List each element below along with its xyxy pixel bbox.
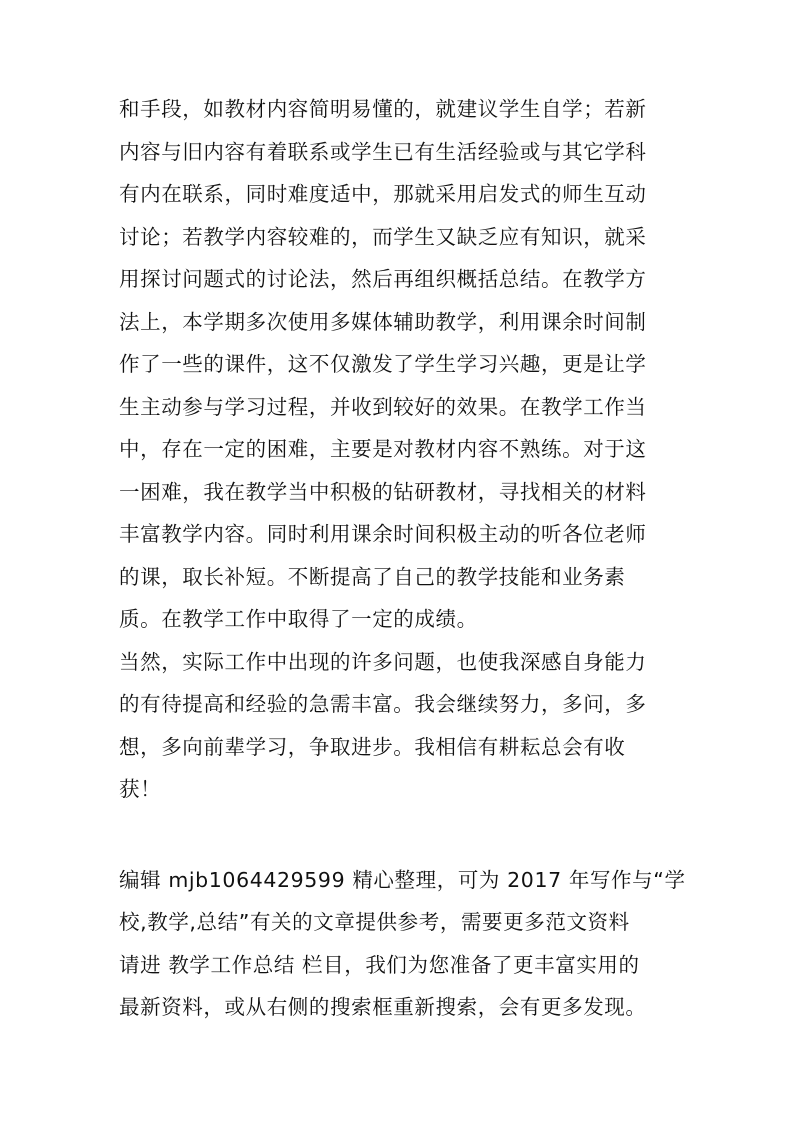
- text-line: 用探讨问题式的讨论法，然后再组织概括总结。在教学方: [119, 267, 647, 291]
- text-line: 校,教学,总结”有关的文章提供参考，需要更多范文资料: [119, 910, 630, 934]
- document-body: [119, 88, 694, 1029]
- text-line: 请进 教学工作总结 栏目，我们为您准备了更丰富实用的: [119, 952, 640, 977]
- text-line: 中，存在一定的困难，主要是对教材内容不熟练。对于这: [119, 437, 647, 461]
- text-line: 当然，实际工作中出现的许多问题，也使我深感自身能力: [119, 649, 647, 674]
- text-line: 最新资料，或从右侧的搜索框重新搜索，会有更多发现。: [119, 995, 647, 1019]
- text-line: 内容与旧内容有着联系或学生已有生活经验或与其它学科: [119, 139, 647, 164]
- body-paragraph-1: [119, 88, 694, 641]
- text-line: 编辑 mjb1064429599 精心整理，可为 2017 年写作与“学: [119, 867, 686, 892]
- text-line: 获！: [119, 777, 162, 801]
- text-line: 质。在教学工作中取得了一定的成绩。: [119, 607, 478, 631]
- text-line: 生主动参与学习过程，并收到较好的效果。在教学工作当: [119, 394, 647, 419]
- text-line: 想，多向前辈学习，争取进步。我相信有耕耘总会有收: [119, 734, 626, 759]
- body-paragraph-2: [119, 641, 694, 811]
- text-line: 有内在联系，同时难度适中，那就采用启发式的师生互动: [119, 182, 647, 206]
- text-line: 丰富教学内容。同时利用课余时间积极主动的听各位老师: [119, 522, 647, 546]
- text-line: 和手段，如教材内容简明易懂的，就建议学生自学；若新: [119, 97, 647, 121]
- text-line: 讨论；若教学内容较难的，而学生又缺乏应有知识，就采: [119, 224, 647, 249]
- text-line: 的有待提高和经验的急需丰富。我会继续努力，多问，多: [119, 692, 647, 716]
- text-line: 法上，本学期多次使用多媒体辅助教学，利用课余时间制: [119, 309, 647, 334]
- paragraph-spacer: [119, 811, 694, 859]
- text-line: 的课，取长补短。不断提高了自己的教学技能和业务素: [119, 564, 626, 589]
- text-line: 一困难，我在教学当中积极的钻研教材，寻找相关的材料: [119, 479, 647, 504]
- text-line: 作了一些的课件，这不仅激发了学生学习兴趣，更是让学: [119, 352, 647, 376]
- editor-note: [119, 859, 694, 1029]
